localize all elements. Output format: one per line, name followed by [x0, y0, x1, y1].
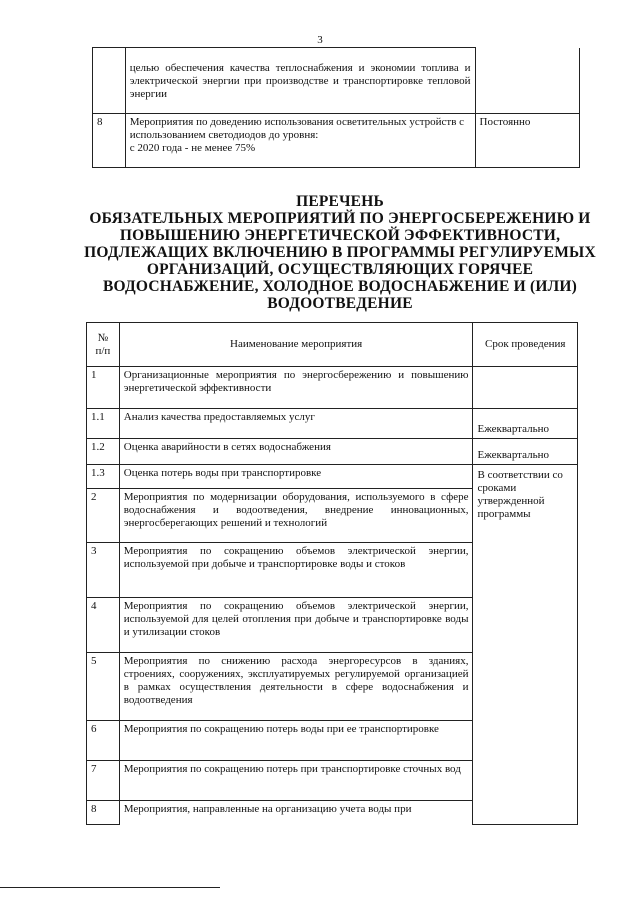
row-text: Мероприятия по снижению расхода энергоресурсов в зданиях, строениях, сооружениях, эксплуатируемых регулируемой организацией в рамках осуществления деятельности в сфере водоснабжения и водоотведения	[119, 653, 473, 721]
merged-term-cell: В соответствии со сроками утвержденной программы	[473, 465, 578, 825]
row-number: 3	[87, 543, 120, 598]
row-text: Оценка потерь воды при транспортировке	[119, 465, 473, 489]
row-text: Оценка аварийности в сетях водоснабжения	[119, 439, 473, 465]
row-number	[93, 48, 126, 114]
table-row	[87, 439, 578, 465]
table-row	[87, 367, 578, 409]
row-number: 8	[93, 114, 126, 168]
table-row	[87, 465, 578, 489]
table-row	[87, 409, 578, 439]
page-number: 3	[317, 34, 323, 46]
document-heading	[80, 193, 600, 312]
row-text: Анализ качества предоставляемых услуг	[119, 409, 473, 439]
row-text: Мероприятия по модернизации оборудования, используемого в сфере водоснабжения и водоотведения, внедрение инновационных, энергосберегающих решений и технологий	[119, 489, 473, 543]
header-num: № п/п	[87, 323, 120, 367]
row-number: 1.2	[87, 439, 120, 465]
table-row	[93, 48, 580, 114]
header-name: Наименование мероприятия	[119, 323, 473, 367]
row-number: 8	[87, 801, 120, 825]
top-table	[92, 47, 580, 168]
table-header-row	[87, 323, 578, 367]
row-number: 1	[87, 367, 120, 409]
row-text: Мероприятия по сокращению объемов электрической энергии, используемой для целей отопления при добыче и транспортировке воды и утилизации стоков	[119, 598, 473, 653]
heading-title: ПЕРЕЧЕНЬ	[296, 193, 384, 210]
heading-subtitle: ОБЯЗАТЕЛЬНЫХ МЕРОПРИЯТИЙ ПО ЭНЕРГОСБЕРЕЖЕНИЮ И ПОВЫШЕНИЮ ЭНЕРГЕТИЧЕСКОЙ ЭФФЕКТИВНОСТИ, ПОДЛЕЖАЩИХ ВКЛЮЧЕНИЮ В ПРОГРАММЫ РЕГУЛИРУЕМЫХ ОРГАНИЗАЦИЙ, ОСУЩЕСТВЛЯЮЩИХ ГОРЯЧЕЕ ВОДОСНАБЖЕНИЕ, ХОЛОДНОЕ ВОДОСНАБЖЕНИЕ И (ИЛИ) ВОДООТВЕДЕНИЕ	[84, 210, 596, 312]
row-term	[473, 367, 578, 409]
row-text: целью обеспечения качества теплоснабжения и экономии топлива и электрической энергии при производстве и транспортировке тепловой энергии	[125, 48, 475, 114]
row-number: 5	[87, 653, 120, 721]
row-number: 1.1	[87, 409, 120, 439]
measures-table	[86, 322, 578, 825]
row-text: Мероприятия по сокращению объемов электрической энергии, используемой при добыче и транспортировке воды и стоков	[119, 543, 473, 598]
row-term: Ежеквартально	[473, 409, 578, 439]
row-text: Организационные мероприятия по энергосбережению и повышению энергетической эффективности	[119, 367, 473, 409]
row-text: Мероприятия по сокращению потерь при транспортировке сточных вод	[119, 761, 473, 801]
row-text: Мероприятия по сокращению потерь воды при ее транспортировке	[119, 721, 473, 761]
row-term	[475, 48, 579, 114]
row-text: Мероприятия по доведению использования осветительных устройств с использованием светодиодов до уровня: с 2020 года - не менее 75%	[125, 114, 475, 168]
row-text: Мероприятия, направленные на организацию учета воды при	[119, 801, 473, 825]
header-term: Срок проведения	[473, 323, 578, 367]
row-number: 1.3	[87, 465, 120, 489]
table-row	[93, 114, 580, 168]
row-term: Постоянно	[475, 114, 579, 168]
row-number: 6	[87, 721, 120, 761]
row-number: 2	[87, 489, 120, 543]
footnote-divider	[0, 887, 220, 888]
row-term: Ежеквартально	[473, 439, 578, 465]
row-number: 4	[87, 598, 120, 653]
row-number: 7	[87, 761, 120, 801]
